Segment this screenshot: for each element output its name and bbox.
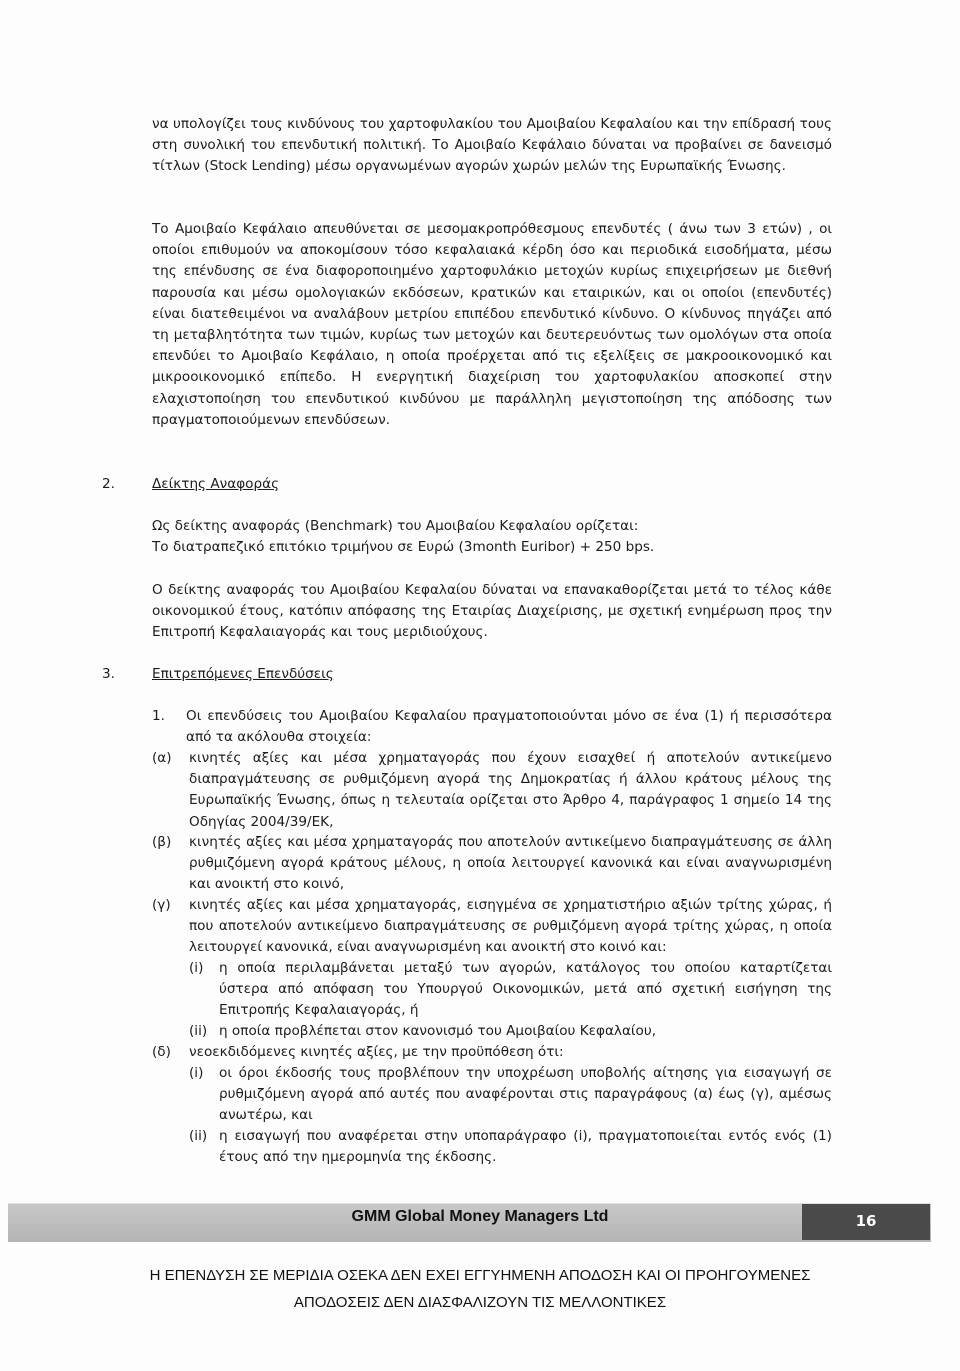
list-item-a-mark: (α): [152, 750, 172, 766]
sub-c-ii-text: η οποία προβλέπεται στον κανονισμό του Αμοιβαίου Κεφαλαίου,: [219, 1023, 657, 1039]
list-item-d-sub-i: [189, 1063, 832, 1127]
sub-d-ii-mark: (ii): [189, 1128, 208, 1144]
permitted-investments-item-1: [152, 706, 832, 748]
section-2-number: 2.: [102, 476, 115, 492]
list-item-c-text: κινητές αξίες και μέσα χρηματαγοράς, εισηγμένα σε χρηματιστήριο αξιών τρίτης χώρας, ή που αποτελούν αντικείμενο διαπραγμάτευσης σε ρυθμιζόμενη αγορά τρίτης χώρας, η οποία λειτουργεί κανονικά, είναι αναγνωρισμένη και ανοικτή στο κοινό και:: [189, 897, 832, 956]
benchmark-redefine-paragraph: Ο δείκτης αναφοράς του Αμοιβαίου Κεφαλαίου δύναται να επανακαθορίζεται μετά το τέλος κάθε οικονομικού έτους, κατόπιν απόφασης της Εταιρίας Διαχείρισης, με σχετική ενημέρωση προς την Επιτροπή Κεφαλαιαγοράς και τους μεριδιούχους.: [152, 582, 832, 641]
list-item-d-text: νεοεκδιδόμενες κινητές αξίες, με την προϋπόθεση ότι:: [189, 1044, 564, 1060]
sub-d-i-text: οι όροι έκδοσής τους προβλέπουν την υποχρέωση υποβολής αίτησης για εισαγωγή σε ρυθμιζόμενη αγορά από αυτές που αναφέρονται στις παραγράφους (α) έως (γ), αμέσως ανωτέρω, και: [219, 1065, 832, 1124]
list-item-c-sub-i: [189, 958, 832, 1022]
list-item-a: [152, 748, 832, 833]
list-item-b-mark: (β): [152, 834, 172, 850]
footer-company-name: GMM Global Money Managers Ltd: [351, 1208, 609, 1225]
intro-paragraph: να υπολογίζει τους κινδύνους του χαρτοφυλακίου του Αμοιβαίου Κεφαλαίου και την επίδρασή τους στη συνολική του επενδυτική πολιτική. Το Αμοιβαίο Κεφάλαιο δύναται να προβαίνει σε δανεισμό τίτλων (Stock Lending) μέσω οργανωμένων αγορών χωρών μελών της Ευρωπαϊκής Ένωσης.: [152, 116, 832, 175]
benchmark-definition: [152, 516, 832, 558]
sub-c-i-mark: (i): [189, 960, 204, 976]
sub-c-ii-mark: (ii): [189, 1023, 208, 1039]
list-item-d-sub-ii: [189, 1126, 832, 1168]
list-item-b: [152, 832, 832, 896]
risk-disclaimer: [0, 1262, 960, 1316]
list-item-a-text: κινητές αξίες και μέσα χρηματαγοράς που έχουν εισαχθεί ή αποτελούν αντικείμενο διαπραγμάτευσης σε ρυθμιζόμενη αγορά της Δημοκρατίας ή άλλου κράτους μέλους της Ευρωπαϊκής Ένωσης, όπως η τελευταία ορίζεται στο Άρθρο 4, παράγραφος 1 σημείο 14 της Οδηγίας 2004/39/ΕΚ,: [189, 750, 832, 830]
list-item-c: [152, 895, 832, 959]
list-item-d: [152, 1042, 832, 1063]
section-2-heading: [102, 474, 832, 495]
section-3-title: Επιτρεπόμενες Επενδύσεις: [152, 666, 334, 682]
item-1-number: 1.: [152, 708, 165, 724]
section-3-heading: [102, 664, 832, 685]
section-3-number: 3.: [102, 666, 115, 682]
target-investors-paragraph: Το Αμοιβαίο Κεφάλαιο απευθύνεται σε μεσομακροπρόθεσμους επενδυτές ( άνω των 3 ετών) , οι οποίοι επιθυμούν να αποκομίσουν τόσο κεφαλαιακά κέρδη όσο και περιοδικά εισοδήματα, μέσω της επένδυσης σε ένα διαφοροποιημένο χαρτοφυλάκιο μετοχών κυρίως επιχειρήσεων με διεθνή παρουσία και μέσω ομολογιακών εκδόσεων, κρατικών και εταιρικών, και οι οποίοι (επενδυτές) είναι διατεθειμένοι να αναλάβουν μετρίου επιπέδου επενδυτικό κίνδυνο. Ο κίνδυνος πηγάζει από τη μεταβλητότητα των τιμών, κυρίως των μετοχών και δευτερευόντως των ομολόγων στα οποία επενδύει το Αμοιβαίο Κεφάλαιο, η οποία προέρχεται από τις εξελίξεις σε μακροοικονομικό και μικροοικονομικό επίπεδο. Η ενεργητική διαχείριση του χαρτοφυλακίου αποσκοπεί στην ελαχιστοποίηση του επενδυτικού κινδύνου με παράλληλη μεγιστοποίηση της απόδοσης των πραγματοποιούμενων επενδύσεων.: [152, 221, 832, 428]
sub-c-i-text: η οποία περιλαμβάνεται μεταξύ των αγορών, κατάλογος του οποίου καταρτίζεται ύστερα από απόφαση του Υπουργού Οικονομικών, μετά από σχετική εισήγηση της Επιτροπής Κεφαλαιαγοράς, ή: [219, 960, 832, 1019]
benchmark-line-2: Το διατραπεζικό επιτόκιο τριμήνου σε Ευρώ (3month Euribor) + 250 bps.: [152, 539, 655, 556]
sub-d-ii-text: η εισαγωγή που αναφέρεται στην υποπαράγραφο (i), πραγματοποιείται εντός ενός (1) έτους από την ημερομηνία της έκδοσης.: [219, 1128, 832, 1166]
benchmark-line-1: Ως δείκτης αναφοράς (Benchmark) του Αμοιβαίου Κεφαλαίου ορίζεται:: [152, 518, 639, 534]
list-item-c-mark: (γ): [152, 897, 171, 913]
list-item-d-mark: (δ): [152, 1044, 171, 1060]
list-item-c-sub-ii: [189, 1021, 832, 1042]
disclaimer-line-2: ΑΠΟΔΟΣΕΙΣ ΔΕΝ ΔΙΑΣΦΑΛΙΖΟΥΝ ΤΙΣ ΜΕΛΛΟΝΤΙΚΕΣ: [293, 1294, 667, 1311]
list-item-b-text: κινητές αξίες και μέσα χρηματαγοράς που αποτελούν αντικείμενο διαπραγμάτευσης σε άλλη ρυθμιζόμενη αγορά κράτους μέλους, η οποία λειτουργεί κανονικά και είναι αναγνωρισμένη και ανοικτή στο κοινό,: [189, 834, 832, 893]
section-2-title: Δείκτης Αναφοράς: [152, 476, 280, 492]
disclaimer-line-1: Η ΕΠΕΝΔΥΣΗ ΣΕ ΜΕΡΙΔΙΑ ΟΣΕΚΑ ΔΕΝ ΕΧΕΙ ΕΓΓΥΗΜΕΝΗ ΑΠΟΔΟΣΗ ΚΑΙ ΟΙ ΠΡΟΗΓΟΥΜΕΝΕΣ: [149, 1267, 811, 1284]
page-number: 16: [802, 1204, 930, 1240]
sub-d-i-mark: (i): [189, 1065, 204, 1081]
item-1-text: Οι επενδύσεις του Αμοιβαίου Κεφαλαίου πραγματοποιούνται μόνο σε ένα (1) ή περισσότερα από τα ακόλουθα στοιχεία:: [186, 708, 832, 746]
